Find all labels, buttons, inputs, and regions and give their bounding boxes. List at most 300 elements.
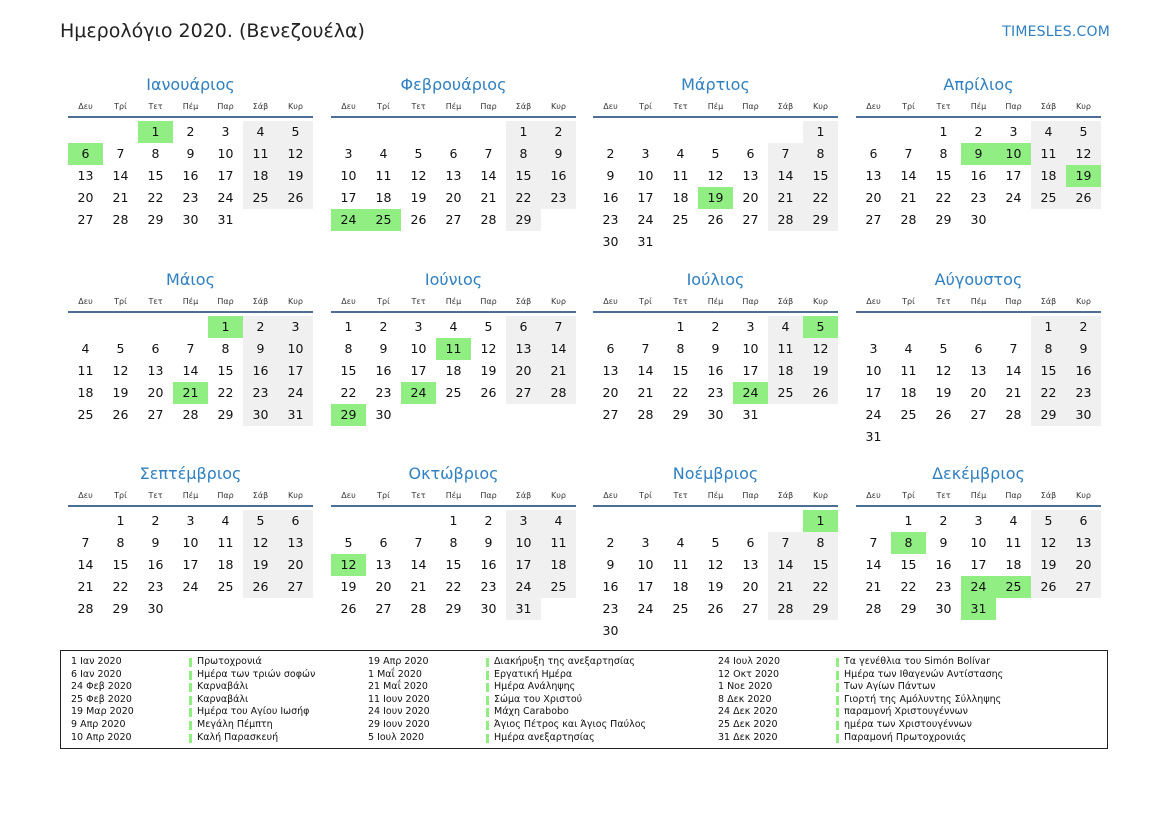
day-cell: 24 [506, 576, 541, 598]
weekday-label: Σάβ [1040, 102, 1057, 111]
holiday-date: 19 Μαρ 2020 [71, 706, 134, 718]
day-cell: 8 [221, 341, 230, 356]
day-cell: 23 [243, 382, 278, 404]
day-cell: 30 [970, 212, 987, 227]
day-cell: 25 [768, 382, 803, 404]
holiday-day-cell: 19 [698, 187, 733, 209]
holiday-day-cell: 1 [208, 316, 243, 338]
holiday-marker [189, 696, 192, 705]
holiday-name: Άγιος Πέτρος και Άγιος Παύλος [494, 718, 647, 730]
day-cell: 28 [865, 601, 882, 616]
day-cell: 2 [243, 316, 278, 338]
legend-entry [718, 656, 1098, 669]
weekday-label: Δευ [603, 102, 618, 111]
legend-entry [71, 719, 401, 732]
day-cell: 29 [112, 601, 129, 616]
day-cell: 25 [77, 407, 94, 422]
day-grid [331, 510, 576, 620]
day-cell: 26 [707, 212, 724, 227]
legend-entry [368, 669, 698, 682]
day-cell: 24 [182, 579, 199, 594]
day-cell: 9 [541, 143, 576, 165]
day-cell: 16 [243, 360, 278, 382]
day-cell: 2 [1066, 316, 1101, 338]
holiday-date: 5 Ιουλ 2020 [368, 731, 424, 743]
weekday-label: Παρ [480, 102, 497, 111]
holiday-marker [486, 671, 489, 680]
month-calendar [856, 267, 1101, 448]
day-cell: 22 [112, 579, 129, 594]
weekday-label: Παρ [1005, 297, 1022, 306]
weekday-label: Τετ [936, 102, 951, 111]
day-cell: 14 [637, 363, 654, 378]
day-cell: 7 [186, 341, 195, 356]
legend-entry [718, 706, 1098, 719]
day-cell: 7 [414, 535, 423, 550]
day-cell: 18 [672, 579, 689, 594]
day-cell: 20 [77, 190, 94, 205]
holiday-date: 25 Φεβ 2020 [71, 693, 132, 705]
day-cell: 28 [77, 601, 94, 616]
day-cell: 19 [803, 360, 838, 382]
day-cell: 4 [379, 146, 388, 161]
month-name: Οκτώβριος [408, 464, 499, 483]
empty-cell [401, 510, 436, 532]
day-cell: 5 [711, 535, 720, 550]
holiday-day-cell: 24 [331, 209, 366, 231]
day-grid [856, 316, 1101, 448]
empty-cell [471, 121, 506, 143]
holiday-marker [189, 734, 192, 743]
legend-entry [368, 719, 698, 732]
holiday-day-cell: 1 [138, 121, 173, 143]
day-cell: 5 [243, 510, 278, 532]
day-cell: 21 [637, 385, 654, 400]
weekday-label: Σάβ [515, 491, 532, 500]
day-cell: 13 [865, 168, 882, 183]
weekday-label: Παρ [217, 491, 234, 500]
day-cell: 2 [711, 319, 720, 334]
holiday-date: 24 Ιουν 2020 [368, 706, 430, 718]
day-cell: 27 [77, 212, 94, 227]
month-calendar [68, 461, 313, 620]
day-cell: 7 [484, 146, 493, 161]
weekday-header [331, 293, 576, 313]
day-cell: 2 [186, 124, 195, 139]
day-cell: 18 [768, 360, 803, 382]
weekday-label: Τρί [377, 491, 390, 500]
holiday-date: 9 Απρ 2020 [71, 718, 126, 730]
weekday-label: Σάβ [515, 297, 532, 306]
site-brand-link[interactable]: TIMESLES.COM [1002, 24, 1110, 40]
day-cell: 30 [375, 407, 392, 422]
day-cell: 29 [900, 601, 917, 616]
legend-entry [718, 669, 1098, 682]
weekday-header [593, 293, 838, 313]
weekday-label: Δευ [78, 102, 93, 111]
weekday-label: Κυρ [288, 491, 303, 500]
day-cell: 4 [676, 146, 685, 161]
weekday-label: Κυρ [288, 102, 303, 111]
day-cell: 7 [116, 146, 125, 161]
day-cell: 23 [935, 579, 952, 594]
month-name: Δεκέμβριος [932, 464, 1025, 483]
holiday-name: Ημέρα των Ιθαγενών Αντίστασης [844, 668, 1004, 680]
day-cell: 16 [935, 557, 952, 572]
day-cell: 5 [116, 341, 125, 356]
day-cell: 31 [506, 598, 541, 620]
day-cell: 6 [869, 146, 878, 161]
day-cell: 28 [1005, 407, 1022, 422]
day-cell: 22 [506, 187, 541, 209]
day-cell: 29 [506, 209, 541, 231]
day-cell: 12 [410, 168, 427, 183]
weekday-label: Τετ [148, 102, 163, 111]
day-cell: 13 [506, 338, 541, 360]
month-calendar [331, 72, 576, 231]
holiday-name: Ημέρα του Αγίου Ιωσήφ [197, 706, 310, 718]
holiday-date: 24 Φεβ 2020 [71, 681, 132, 693]
day-cell: 17 [865, 385, 882, 400]
holiday-name: Μεγάλη Πέμπτη [197, 718, 273, 730]
day-cell: 9 [606, 557, 615, 572]
holiday-day-cell: 11 [436, 338, 471, 360]
day-cell: 25 [217, 579, 234, 594]
day-cell: 1 [506, 121, 541, 143]
day-cell: 16 [602, 579, 619, 594]
day-grid [331, 121, 576, 231]
day-cell: 16 [707, 363, 724, 378]
day-cell: 11 [1005, 535, 1022, 550]
month-name: Σεπτέμβριος [139, 464, 242, 483]
holiday-name: Τα γενέθλια του Simón Bolívar [844, 656, 990, 667]
holiday-marker [189, 658, 192, 667]
month-calendar [856, 461, 1101, 620]
day-cell: 29 [1031, 404, 1066, 426]
day-cell: 1 [449, 513, 458, 528]
holiday-day-cell: 25 [996, 576, 1031, 598]
weekday-label: Σάβ [252, 491, 269, 500]
day-cell: 2 [379, 319, 388, 334]
legend-entry [718, 732, 1098, 745]
day-cell: 8 [151, 146, 160, 161]
day-cell: 2 [939, 513, 948, 528]
day-cell: 21 [112, 190, 129, 205]
holiday-marker [486, 696, 489, 705]
holiday-marker [836, 658, 839, 667]
holiday-marker [189, 671, 192, 680]
weekday-label: Τρί [377, 297, 390, 306]
weekday-label: Σάβ [515, 102, 532, 111]
day-cell: 9 [711, 341, 720, 356]
day-cell: 21 [410, 579, 427, 594]
day-cell: 24 [637, 601, 654, 616]
day-cell: 11 [243, 143, 278, 165]
legend-entry [718, 694, 1098, 707]
holiday-name: Πρωτοχρονιά [197, 656, 262, 667]
weekday-label: Παρ [217, 102, 234, 111]
day-cell: 14 [77, 557, 94, 572]
day-cell: 29 [935, 212, 952, 227]
empty-cell [401, 121, 436, 143]
day-cell: 29 [672, 407, 689, 422]
day-cell: 4 [81, 341, 90, 356]
day-cell: 17 [637, 190, 654, 205]
day-cell: 6 [974, 341, 983, 356]
day-cell: 13 [445, 168, 462, 183]
day-cell: 23 [147, 579, 164, 594]
day-cell: 23 [707, 385, 724, 400]
day-cell: 19 [1031, 554, 1066, 576]
legend-entry [368, 694, 698, 707]
holiday-date: 29 Ιουν 2020 [368, 718, 430, 730]
month-name: Ιούλιος [686, 270, 745, 289]
day-cell: 16 [480, 557, 497, 572]
day-cell: 24 [1005, 190, 1022, 205]
day-cell: 21 [900, 190, 917, 205]
holiday-date: 1 Μαΐ 2020 [368, 668, 422, 680]
weekday-label: Κυρ [288, 297, 303, 306]
day-cell: 15 [672, 363, 689, 378]
day-cell: 20 [970, 385, 987, 400]
day-cell: 4 [449, 319, 458, 334]
empty-cell [733, 121, 768, 143]
holiday-marker [836, 721, 839, 730]
weekday-header [856, 293, 1101, 313]
day-cell: 27 [865, 212, 882, 227]
holiday-marker [836, 671, 839, 680]
weekday-label: Τρί [114, 297, 127, 306]
day-cell: 27 [278, 576, 313, 598]
day-cell: 22 [340, 385, 357, 400]
day-cell: 5 [484, 319, 493, 334]
day-cell: 11 [672, 168, 689, 183]
day-cell: 5 [344, 535, 353, 550]
day-cell: 15 [1031, 360, 1066, 382]
weekday-label: Παρ [217, 297, 234, 306]
day-cell: 3 [221, 124, 230, 139]
day-cell: 31 [742, 407, 759, 422]
day-cell: 22 [803, 187, 838, 209]
day-cell: 23 [602, 212, 619, 227]
holiday-date: 25 Δεκ 2020 [718, 718, 778, 730]
holiday-day-cell: 21 [173, 382, 208, 404]
holiday-marker [486, 721, 489, 730]
day-cell: 30 [243, 404, 278, 426]
holiday-day-cell: 9 [961, 143, 996, 165]
weekday-label: Πέμ [707, 491, 724, 500]
day-cell: 26 [1031, 576, 1066, 598]
weekday-label: Τετ [673, 491, 688, 500]
weekday-label: Κυρ [551, 491, 566, 500]
day-cell: 8 [803, 143, 838, 165]
weekday-label: Δευ [866, 297, 881, 306]
month-name: Μάιος [166, 270, 215, 289]
holiday-name: Των Αγίων Πάντων [844, 681, 936, 693]
day-cell: 13 [278, 532, 313, 554]
weekday-label: Δευ [866, 491, 881, 500]
legend-entry [368, 656, 698, 669]
day-cell: 6 [278, 510, 313, 532]
day-cell: 30 [1066, 404, 1101, 426]
day-cell: 10 [637, 557, 654, 572]
day-cell: 10 [217, 146, 234, 161]
day-cell: 17 [970, 557, 987, 572]
day-cell: 13 [147, 363, 164, 378]
month-name: Μάρτιος [681, 75, 750, 94]
day-cell: 13 [742, 557, 759, 572]
day-cell: 4 [768, 316, 803, 338]
month-name: Αύγουστος [934, 270, 1023, 289]
day-cell: 14 [1005, 363, 1022, 378]
empty-cell [366, 121, 401, 143]
day-cell: 12 [803, 338, 838, 360]
holiday-day-cell: 24 [733, 382, 768, 404]
day-cell: 27 [742, 212, 759, 227]
day-cell: 27 [506, 382, 541, 404]
legend-entry [71, 732, 401, 745]
day-cell: 14 [112, 168, 129, 183]
holiday-day-cell: 24 [401, 382, 436, 404]
weekday-header [856, 98, 1101, 118]
day-cell: 14 [900, 168, 917, 183]
day-grid [68, 510, 313, 620]
weekday-label: Σάβ [777, 297, 794, 306]
day-cell: 18 [900, 385, 917, 400]
weekday-label: Σάβ [1040, 491, 1057, 500]
weekday-label: Πέμ [970, 297, 987, 306]
day-cell: 20 [375, 579, 392, 594]
day-cell: 8 [344, 341, 353, 356]
legend-entry [71, 706, 401, 719]
holiday-marker [486, 658, 489, 667]
holiday-name: Εργατική Ημέρα [494, 668, 573, 680]
day-cell: 14 [541, 338, 576, 360]
day-cell: 22 [900, 579, 917, 594]
day-cell: 28 [410, 601, 427, 616]
weekday-label: Τρί [902, 297, 915, 306]
weekday-header [331, 98, 576, 118]
weekday-header [856, 487, 1101, 507]
day-cell: 25 [243, 187, 278, 209]
day-cell: 8 [676, 341, 685, 356]
day-cell: 12 [707, 168, 724, 183]
empty-cell [856, 510, 891, 532]
day-cell: 3 [278, 316, 313, 338]
day-cell: 11 [217, 535, 234, 550]
weekday-label: Παρ [742, 491, 759, 500]
weekday-label: Δευ [603, 491, 618, 500]
weekday-label: Τρί [902, 102, 915, 111]
empty-cell [173, 316, 208, 338]
day-cell: 27 [1066, 576, 1101, 598]
holiday-name: Μάχη Carabobo [494, 706, 569, 718]
day-cell: 30 [602, 623, 619, 638]
holiday-marker [486, 708, 489, 717]
holiday-day-cell: 1 [803, 510, 838, 532]
day-cell: 11 [672, 557, 689, 572]
day-cell: 25 [445, 385, 462, 400]
empty-cell [331, 510, 366, 532]
day-cell: 30 [480, 601, 497, 616]
day-cell: 28 [637, 407, 654, 422]
month-calendar [68, 267, 313, 426]
day-cell: 7 [541, 316, 576, 338]
day-cell: 11 [768, 338, 803, 360]
day-cell: 9 [379, 341, 388, 356]
empty-cell [68, 316, 103, 338]
day-cell: 15 [900, 557, 917, 572]
day-cell: 18 [243, 165, 278, 187]
legend-entry [368, 681, 698, 694]
day-cell: 4 [1031, 121, 1066, 143]
day-cell: 13 [1066, 532, 1101, 554]
legend-entry [71, 656, 401, 669]
day-grid [68, 316, 313, 426]
empty-cell [436, 121, 471, 143]
day-cell: 30 [182, 212, 199, 227]
day-cell: 23 [480, 579, 497, 594]
day-cell: 10 [970, 535, 987, 550]
weekday-label: Σάβ [1040, 297, 1057, 306]
day-cell: 17 [410, 363, 427, 378]
empty-cell [996, 316, 1031, 338]
day-cell: 19 [340, 579, 357, 594]
month-name: Φεβρουάριος [400, 75, 507, 94]
day-cell: 3 [974, 513, 983, 528]
weekday-header [331, 487, 576, 507]
day-cell: 22 [935, 190, 952, 205]
day-cell: 24 [637, 212, 654, 227]
holiday-name: Γιορτή της Αμόλυντης Σύλληψης [844, 693, 1002, 705]
day-cell: 1 [676, 319, 685, 334]
day-cell: 30 [147, 601, 164, 616]
holiday-name: Ημέρα Ανάληψης [494, 681, 576, 693]
month-calendar [593, 461, 838, 642]
day-cell: 1 [1031, 316, 1066, 338]
holiday-day-cell: 6 [68, 143, 103, 165]
day-cell: 21 [768, 576, 803, 598]
day-cell: 10 [506, 532, 541, 554]
day-cell: 26 [803, 382, 838, 404]
empty-cell [663, 121, 698, 143]
day-cell: 17 [182, 557, 199, 572]
page-title: Ημερολόγιο 2020. (Βενεζουέλα) [60, 20, 365, 42]
day-cell: 12 [480, 341, 497, 356]
empty-cell [856, 121, 891, 143]
day-cell: 15 [803, 554, 838, 576]
weekday-label: Τρί [902, 491, 915, 500]
holiday-marker [486, 734, 489, 743]
day-cell: 18 [541, 554, 576, 576]
day-cell: 2 [484, 513, 493, 528]
month-name: Ιανουάριος [146, 75, 235, 94]
day-cell: 27 [602, 407, 619, 422]
weekday-label: Δευ [341, 491, 356, 500]
weekday-label: Παρ [1005, 491, 1022, 500]
day-cell: 30 [707, 407, 724, 422]
day-cell: 4 [541, 510, 576, 532]
holiday-marker [836, 683, 839, 692]
day-cell: 20 [506, 360, 541, 382]
holiday-date: 12 Οκτ 2020 [718, 668, 780, 680]
weekday-label: Τετ [936, 491, 951, 500]
day-cell: 16 [375, 363, 392, 378]
empty-cell [698, 510, 733, 532]
day-cell: 17 [217, 168, 234, 183]
day-cell: 13 [375, 557, 392, 572]
holiday-day-cell: 10 [996, 143, 1031, 165]
